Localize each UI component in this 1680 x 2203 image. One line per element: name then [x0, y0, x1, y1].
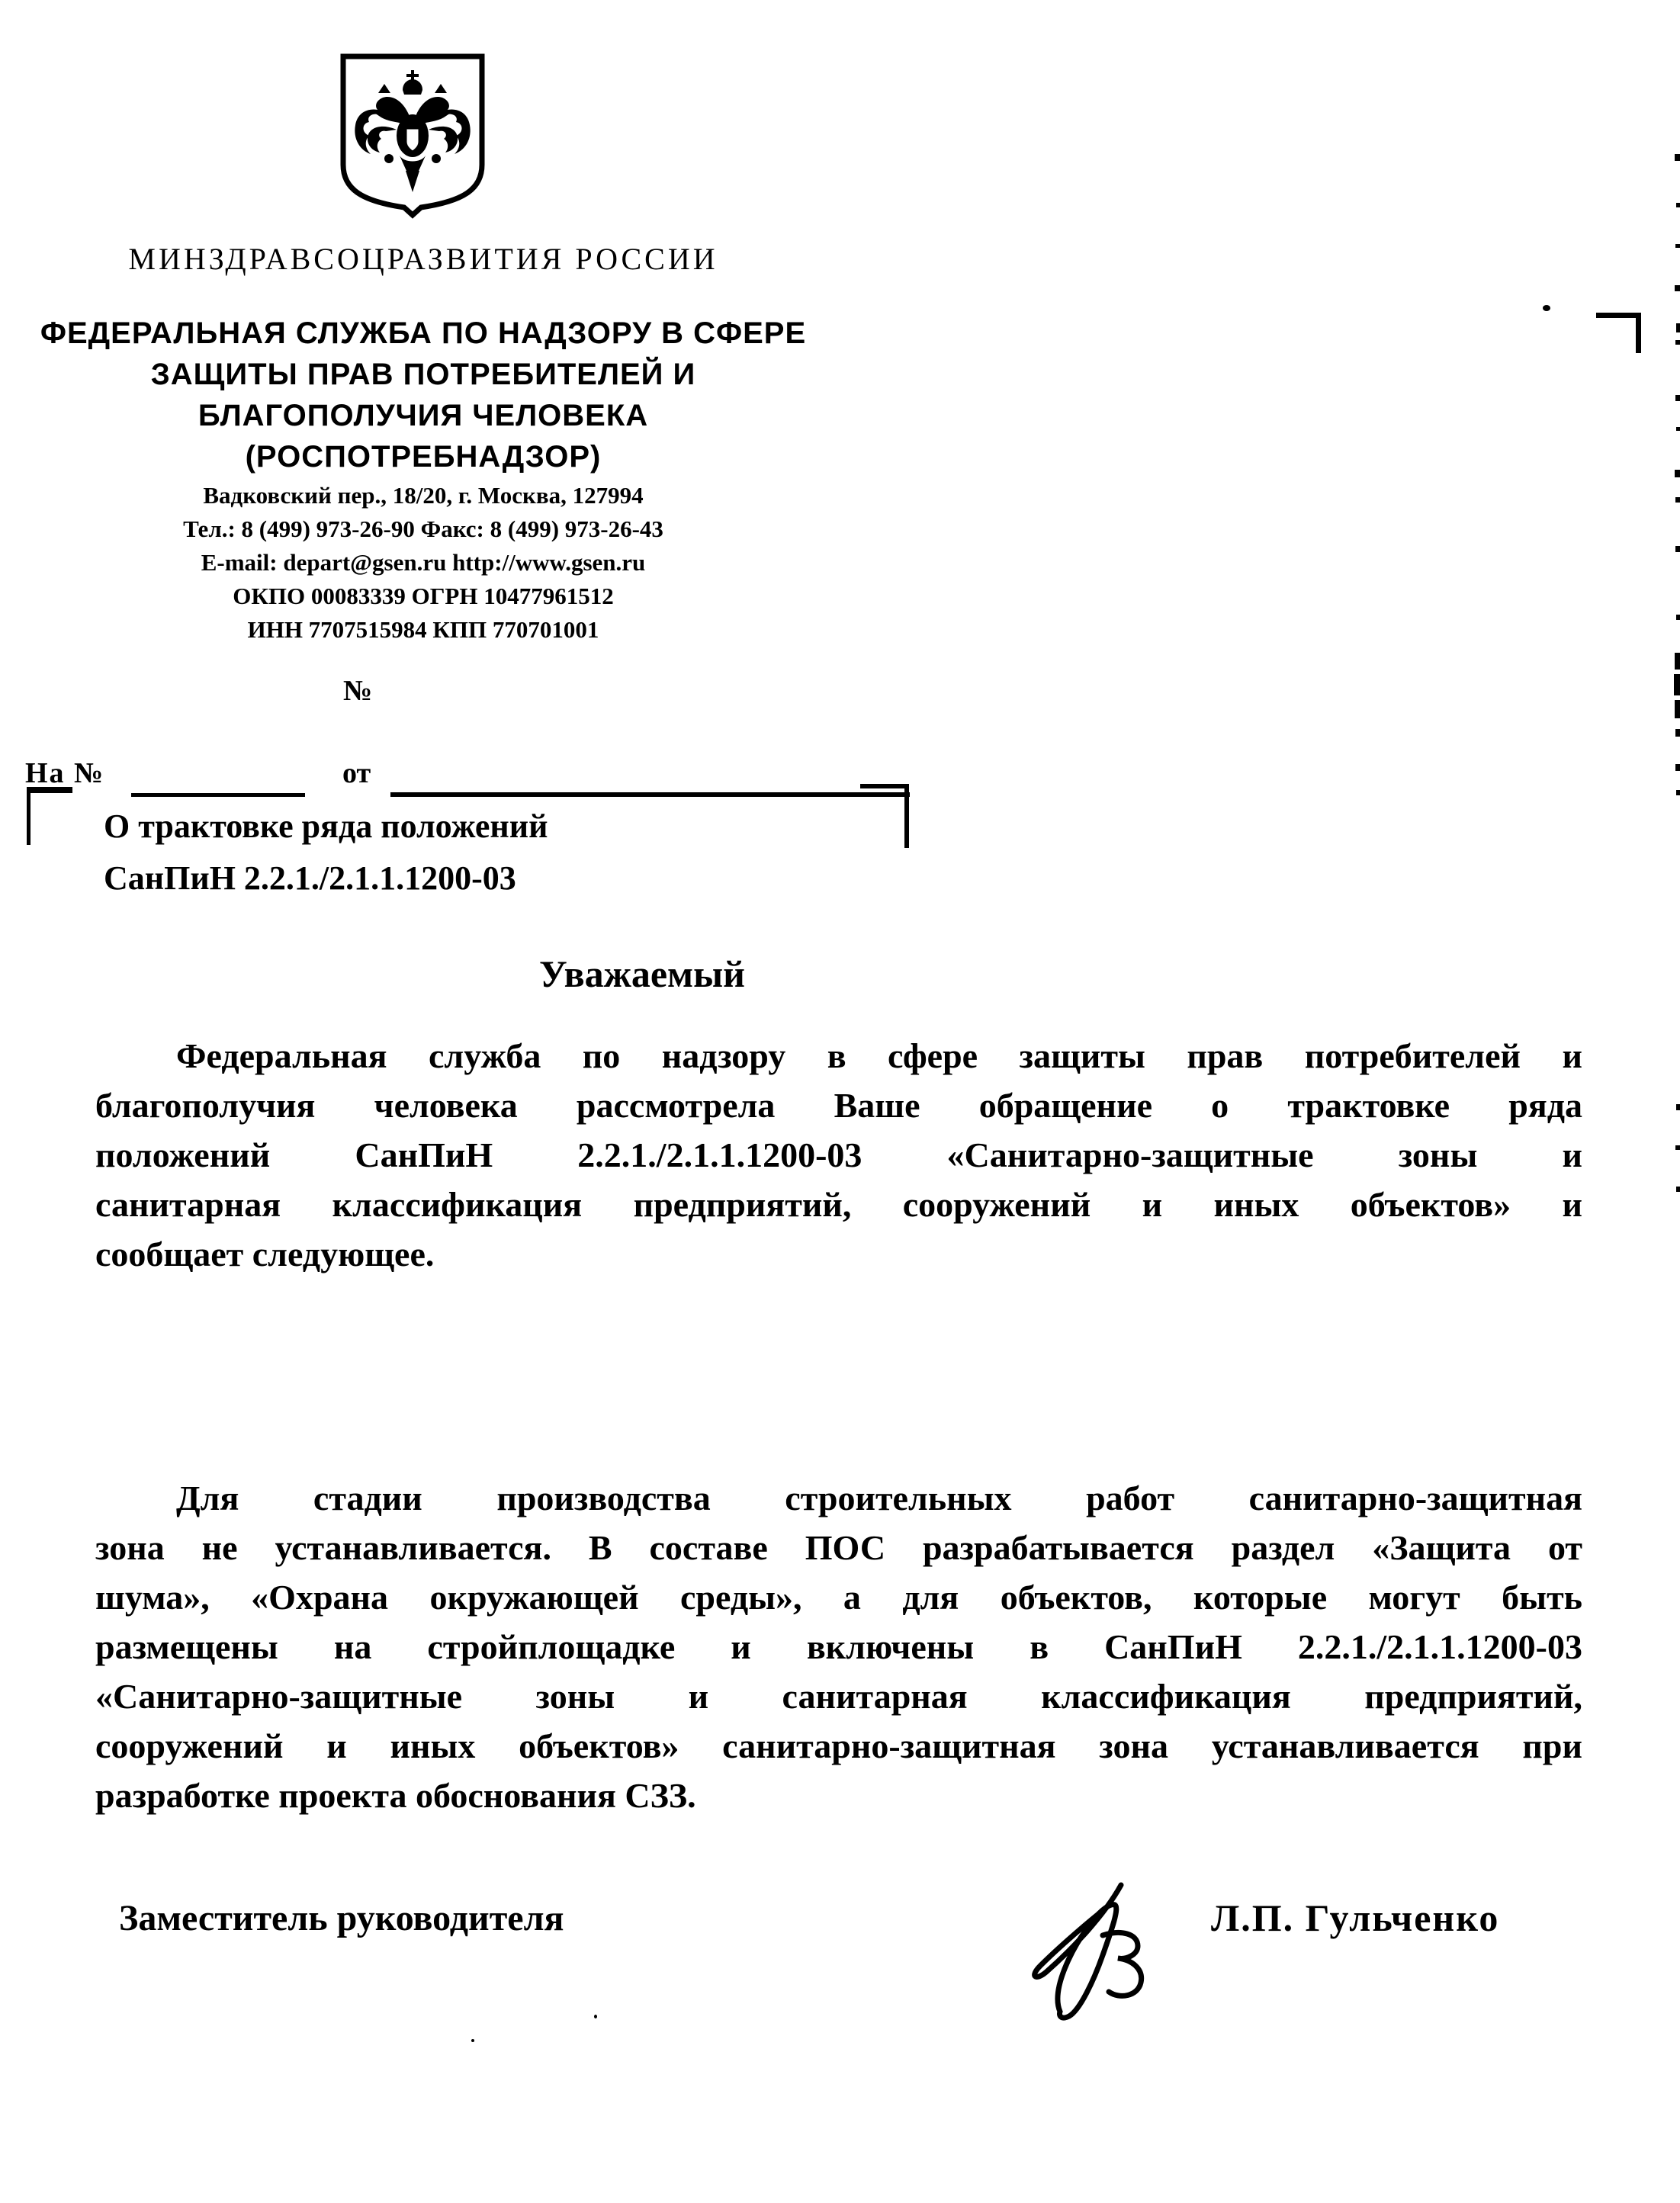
scan-artifact	[1675, 154, 1680, 161]
scan-artifact	[1676, 427, 1680, 431]
body-paragraph-1	[95, 1031, 1582, 1279]
body-line: размещены на стройплощадке и включены в СанПиН 2.2.1./2.1.1.1200-03	[95, 1627, 1582, 1666]
agency-name-line: ЗАЩИТЫ ПРАВ ПОТРЕБИТЕЛЕЙ И	[150, 358, 696, 391]
address-corner-mark-right	[860, 784, 909, 848]
scan-artifact	[1676, 1104, 1680, 1110]
body-line: сооружений и иных объектов» санитарно-защитная зона устанавливается при	[95, 1726, 1582, 1765]
contact-block	[61, 479, 785, 647]
reply-number-blank-line	[131, 793, 305, 797]
outgoing-number-label: №	[343, 675, 373, 707]
scan-artifact	[1675, 764, 1680, 771]
scan-artifact	[1676, 203, 1680, 207]
scan-artifact	[1543, 305, 1550, 311]
scan-artifact	[1675, 700, 1680, 718]
coat-of-arms-emblem	[336, 50, 490, 220]
signer-name: Л.П. Гульченко	[1211, 1896, 1500, 1939]
scan-artifact	[1675, 244, 1680, 248]
body-line: зона не устанавливается. В составе ПОС разрабатывается раздел «Защита от	[95, 1528, 1582, 1567]
signature-stroke-icon	[1007, 1876, 1190, 2036]
body-line: благополучия человека рассмотрела Ваше обращение о трактовке ряда	[95, 1086, 1582, 1125]
body-line: Федеральная служба по надзору в сфере защиты прав потребителей и	[176, 1036, 1582, 1075]
body-line: положений СанПиН 2.2.1./2.1.1.1200-03 «Санитарно-защитные зоны и	[95, 1135, 1582, 1174]
agency-name-block	[23, 313, 824, 477]
scan-artifact	[1675, 395, 1680, 401]
scan-artifact	[1676, 1187, 1680, 1192]
body-line: разработке проекта обоснования СЗЗ.	[95, 1776, 696, 1815]
subject-line-1: О трактовке ряда положений	[104, 808, 548, 845]
scan-artifact	[594, 2015, 597, 2018]
scan-artifact	[471, 2039, 474, 2042]
agency-name-line: (РОСПОТРЕБНАДЗОР)	[245, 440, 602, 474]
ministry-name: МИНЗДРАВСОЦРАЗВИТИЯ РОССИИ	[128, 242, 718, 276]
body-paragraph-2	[95, 1473, 1582, 1820]
reply-to-number-label: На №	[25, 757, 105, 789]
agency-name-line: ФЕДЕРАЛЬНАЯ СЛУЖБА ПО НАДЗОРУ В СФЕРЕ	[40, 316, 807, 350]
scan-artifact	[1675, 1145, 1680, 1150]
signer-job-title: Заместитель руководителя	[119, 1898, 564, 1938]
okpo-ogrn: ОКПО 00083339 ОГРН 10477961512	[233, 583, 614, 609]
date-from-label: от	[342, 757, 371, 789]
scan-artifact	[1675, 653, 1680, 670]
scan-artifact	[1675, 729, 1680, 737]
subject-line-2: СанПиН 2.2.1./2.1.1.1200-03	[104, 859, 516, 897]
subject-line	[104, 801, 548, 904]
scan-artifact	[1675, 285, 1680, 291]
scan-artifact	[1675, 470, 1680, 477]
body-line: сообщает следующее.	[95, 1235, 435, 1273]
scan-artifact	[1675, 497, 1680, 503]
scan-artifact	[1676, 323, 1680, 332]
phone-fax: Тел.: 8 (499) 973-26-90 Факс: 8 (499) 973-26-43	[183, 515, 663, 542]
body-line: шума», «Охрана окружающей среды», а для объектов, которые могут быть	[95, 1578, 1582, 1617]
scan-artifact	[1676, 790, 1680, 795]
double-headed-eagle-icon	[336, 50, 490, 220]
scan-artifact	[1675, 340, 1680, 345]
scan-artifact	[1675, 546, 1680, 552]
postal-address: Вадковский пер., 18/20, г. Москва, 127994	[203, 482, 644, 509]
page-corner-mark-top-right	[1596, 313, 1641, 353]
scan-artifact	[1674, 674, 1680, 695]
address-corner-mark-left	[27, 787, 72, 845]
agency-name-line: БЛАГОПОЛУЧИЯ ЧЕЛОВЕКА	[198, 399, 649, 432]
date-blank-line	[390, 792, 910, 797]
body-line: «Санитарно-защитные зоны и санитарная классификация предприятий,	[95, 1677, 1582, 1716]
greeting-text: Уважаемый	[539, 952, 745, 995]
inn-kpp: ИНН 7707515984 КПП 770701001	[247, 616, 599, 643]
body-line: Для стадии производства строительных работ санитарно-защитная	[176, 1479, 1582, 1517]
email-web: E-mail: depart@gsen.ru http://www.gsen.ru	[201, 549, 646, 576]
handwritten-signature	[1007, 1876, 1190, 2036]
scan-artifact	[1676, 615, 1680, 620]
body-line: санитарная классификация предприятий, сооружений и иных объектов» и	[95, 1185, 1582, 1224]
